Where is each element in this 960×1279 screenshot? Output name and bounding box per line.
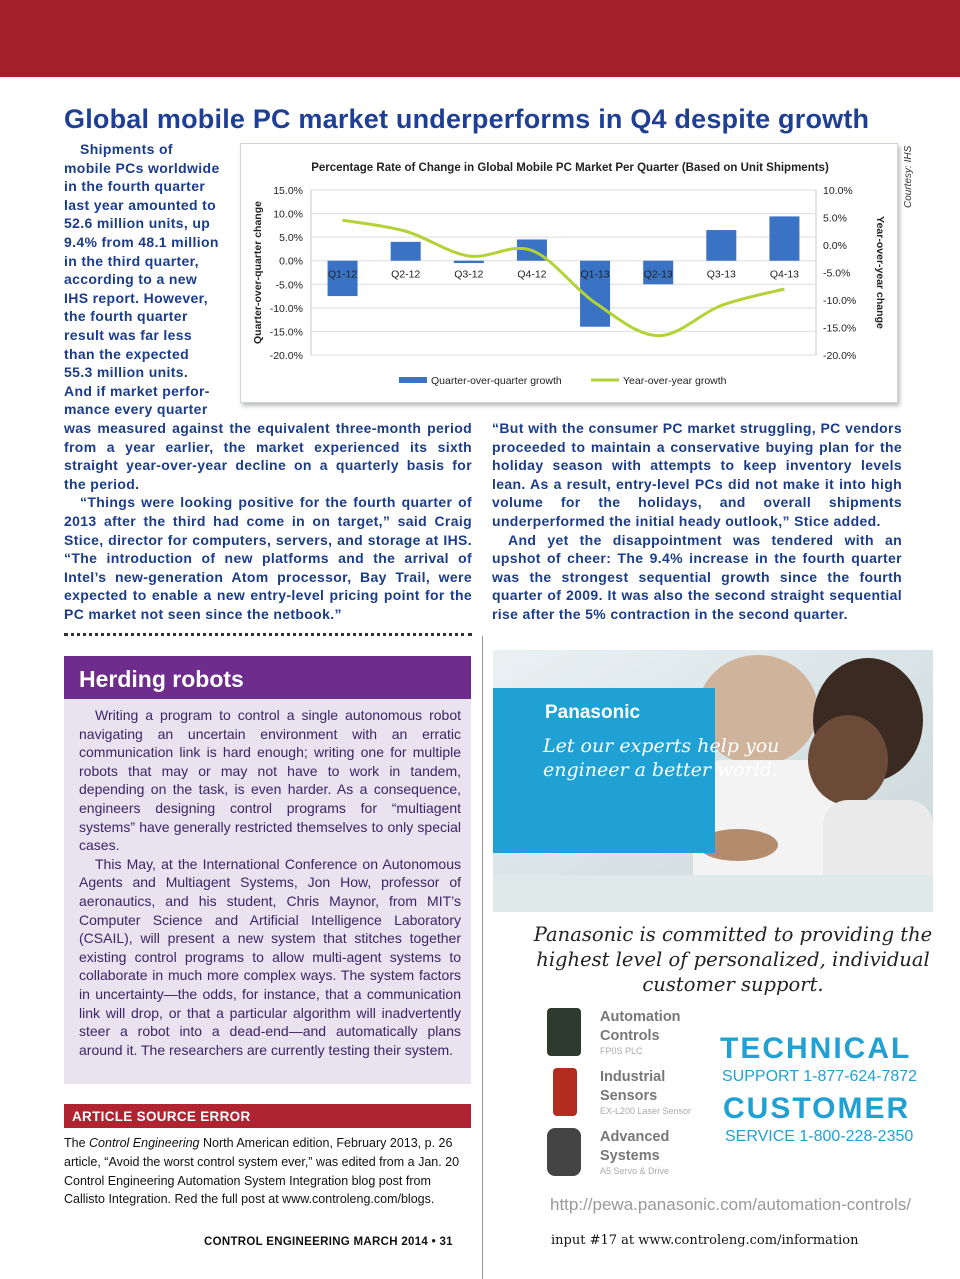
header-bar (0, 0, 960, 77)
herding-paragraph-2: This May, at the International Conference on Autonomous Agents and Multiagent Systems, Jon How, professor of aeronautics, and his student, Chris Maynor, from MIT’s Computer Science and Artificial Intelligence Laboratory (CSAIL), will present a new system that stitches together existing control programs to allow multi-agent systems to collaborate in much more complex ways. The system factors in uncertainty—the odds, for instance, that a communication link will drop, or that a particular algorithm will inadvertently steer a robot into a dead-end—and automatically plans around it. The researchers are currently testing their system. (79, 855, 461, 1058)
chart (240, 143, 898, 403)
laser-sensor-icon (553, 1068, 577, 1116)
intro-line: 52.6 million units, up (64, 215, 211, 232)
y-axis-label: Quarter-over-quarter change (252, 201, 264, 344)
x-tick-label: Q4-13 (769, 268, 800, 281)
herding-text (79, 706, 461, 1059)
x-tick-label: Q4-12 (517, 268, 547, 281)
product-name: Advanced Systems (600, 1129, 670, 1164)
legend-label-yoy: Year-over-year growth (623, 375, 727, 387)
page-footer: CONTROL ENGINEERING MARCH 2014 • 31 (204, 1236, 453, 1248)
legend-swatch-qoq (399, 377, 427, 383)
right-col-paragraph-1: “But with the consumer PC market struggling, PC vendors proceeded to maintain a conservative buying plan for the holiday season with attempts to keep inventory levels lean. As a result, entry-level PCs did not make it into high volume for the holidays, and overall shipments underperformed the initial heady outlook,” Stice added. (492, 420, 902, 529)
chart-title: Percentage Rate of Change in Global Mobile PC Market Per Quarter (Based on Unit Shipments) (311, 162, 829, 174)
panasonic-ad[interactable] (493, 650, 933, 1220)
plc-icon (547, 1008, 581, 1056)
intro-line: the fourth quarter (64, 308, 188, 325)
section-divider (64, 633, 472, 636)
intro-line: Shipments of (80, 141, 173, 157)
y2-tick-label: -15.0% (823, 322, 857, 335)
intro-line: 9.4% from 48.1 million (64, 233, 219, 250)
left-col-continuation: was measured against the equivalent three-month period from a year earlier, the market experienced its sixth straight year-over-year decline on a quarterly basis for the period. (64, 420, 472, 492)
x-tick-label: Q2-12 (391, 268, 421, 281)
bar-q2-12 (391, 242, 421, 261)
y2-tick-label: -10.0% (823, 295, 857, 307)
x-tick-label: Q1-13 (580, 268, 610, 281)
y-tick-label: 15.0% (273, 185, 303, 197)
y2-tick-label: 0.0% (823, 240, 847, 252)
intro-line: than the expected (64, 345, 189, 362)
intro-line: mance every quarter (64, 401, 208, 418)
bar-q3-12 (454, 261, 484, 263)
reader-input-line[interactable]: input #17 at www.controleng.com/information (551, 1233, 859, 1248)
error-heading: ARTICLE SOURCE ERROR (64, 1104, 471, 1128)
y2-tick-label: 5.0% (823, 212, 847, 225)
y-tick-label: -5.0% (275, 279, 303, 292)
error-text-post: North American edition, February 2013, p. 26 article, “Avoid the worst control system ever,” was edited from a Jan. 20 Control Engineering Automation System Integration blog post from Callisto Integration. Red the full post at www.controleng.com/blogs. (64, 1136, 460, 1207)
x-tick-label: Q2-13 (643, 268, 673, 281)
y-tick-label: -15.0% (269, 326, 303, 339)
intro-line: in the third quarter, (64, 252, 199, 269)
customer-service-phone[interactable]: SERVICE 1-800-228-2350 (725, 1128, 914, 1145)
product-model: EX-L200 Laser Sensor (600, 1106, 692, 1116)
product-model: FP0S PLC (600, 1046, 643, 1056)
technical-support-title: TECHNICAL (720, 1032, 912, 1065)
y2-tick-label: -20.0% (823, 350, 857, 362)
intro-line: mobile PCs worldwide (64, 159, 220, 176)
intro-line: 55.3 million units. (64, 364, 189, 381)
herding-heading: Herding robots (64, 656, 471, 699)
product-model: A5 Servo & Drive (600, 1166, 670, 1176)
product-name: Automation Controls (600, 1009, 681, 1044)
intro-line: result was far less (64, 326, 193, 343)
y2-axis-label: Year-over-year change (874, 216, 886, 329)
right-col-paragraph-2: And yet the disappointment was tendered with an upshot of cheer: The 9.4% increase in the fourth quarter was the strongest sequential growth since the fourth quarter of 2009. It was also the second straight sequential rise after the 5% contraction in the second quarter. (492, 531, 902, 622)
article-title: Global mobile PC market underperforms in Q4 despite growth (64, 104, 870, 134)
intro-column (64, 140, 229, 419)
y2-tick-label: 10.0% (823, 185, 853, 197)
right-column (492, 419, 902, 624)
customer-service-title: CUSTOMER (723, 1092, 911, 1125)
intro-line: IHS report. However, (64, 289, 208, 306)
legend-label-qoq: Quarter-over-quarter growth (431, 375, 562, 387)
intro-line: in the fourth quarter (64, 178, 206, 195)
y-tick-label: -20.0% (269, 350, 303, 362)
x-tick-label: Q3-12 (454, 268, 484, 281)
chart-courtesy: Courtesy: IHS (903, 145, 914, 208)
y-tick-label: 0.0% (279, 255, 303, 268)
ad-tagline: Let our experts help you engineer a better world. (543, 735, 780, 781)
left-col-paragraph: “Things were looking positive for the fourth quarter of 2013 after the third had come in on target,” said Craig Stice, director for computers, servers, and storage at IHS. “The introduction of new platforms and the arrival of Intel’s new-generation Atom processor, Bay Trail, were expected to enable a new entry-level pricing point for the PC market not seen since the netbook.” (64, 494, 472, 622)
chart-svg (241, 144, 899, 404)
servo-drive-icon (547, 1128, 581, 1176)
y-tick-label: 5.0% (279, 232, 303, 245)
bar-q4-13 (769, 216, 799, 260)
column-rule (482, 636, 483, 1279)
error-text (64, 1134, 471, 1209)
x-tick-label: Q3-13 (706, 268, 736, 281)
technical-support-phone[interactable]: SUPPORT 1-877-624-7872 (722, 1068, 918, 1085)
y2-tick-label: -5.0% (823, 267, 851, 280)
herding-paragraph-1: Writing a program to control a single autonomous robot navigating an uncertain environment with an erratic communication link is hard enough; writing one for multiple robots that may or may not have to work in tandem, depending on the task, is even harder. As a consequence, engineers designing control programs for “multiagent systems” have generally restricted themselves to only special cases. (79, 707, 461, 854)
ad-url-link[interactable]: http://pewa.panasonic.com/automation-controls/ (550, 1195, 911, 1214)
ad-commitment: Panasonic is committed to providing the highest level of personalized, individual customer support. (533, 923, 933, 996)
y-tick-label: 10.0% (273, 208, 303, 221)
intro-lines (64, 140, 229, 419)
herding-robots-box (64, 656, 471, 1084)
x-tick-label: Q1-12 (327, 268, 358, 281)
intro-line: last year amounted to (64, 196, 217, 213)
intro-line: according to a new (64, 271, 198, 288)
ad-brand-logo: Panasonic (545, 702, 641, 723)
y-tick-label: -10.0% (269, 302, 303, 315)
bar-q3-13 (706, 230, 736, 261)
error-text-pre: The (64, 1136, 90, 1150)
product-name: Industrial Sensors (600, 1069, 666, 1104)
intro-line: And if market perfor- (64, 382, 210, 399)
left-column (64, 419, 472, 624)
error-text-em: Control Engineering (89, 1136, 200, 1150)
